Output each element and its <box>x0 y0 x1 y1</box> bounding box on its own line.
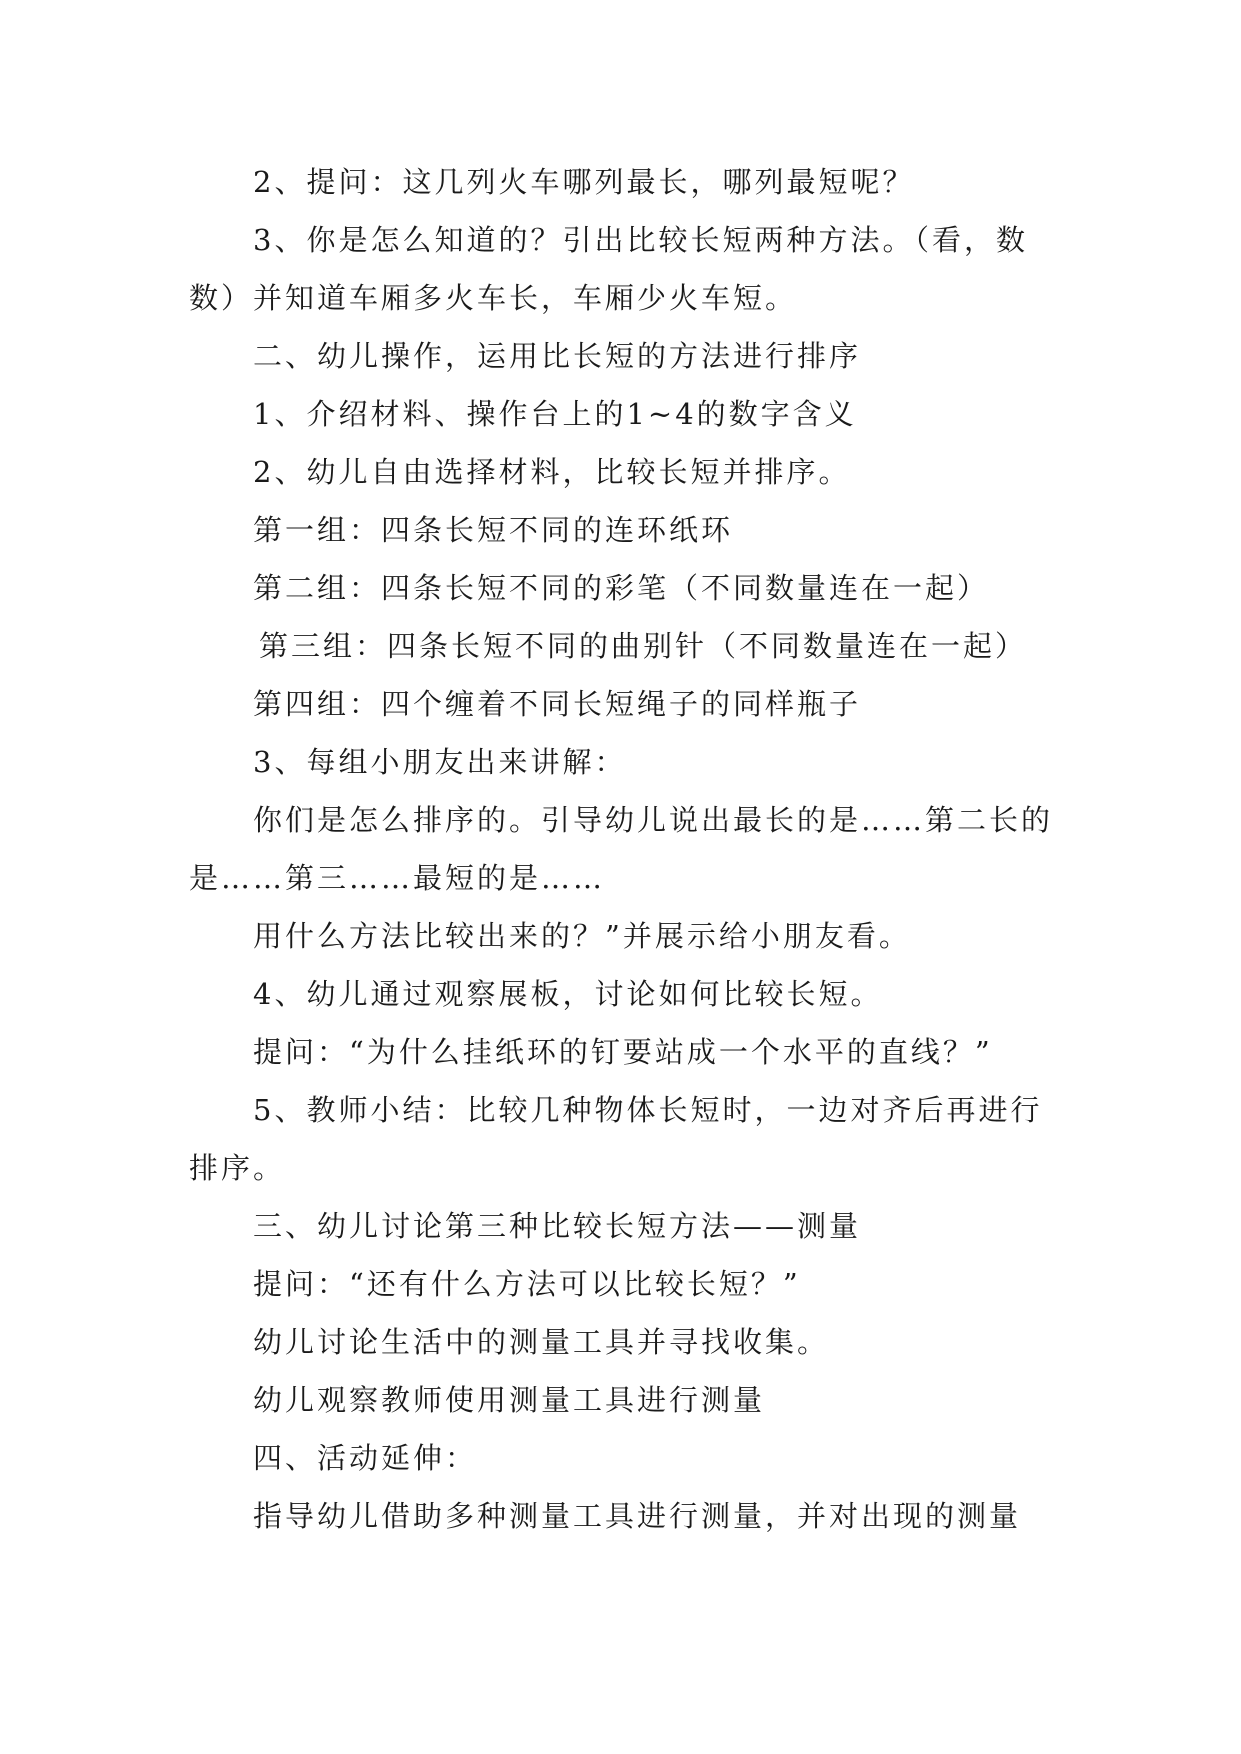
paragraph-teacher-summary: 5、教师小结：比较几种物体长短时，一边对齐后再进行排序。 <box>189 1093 1043 1185</box>
paragraph-free-choice: 2、幼儿自由选择材料，比较长短并排序。 <box>253 455 851 489</box>
section-heading-4: 四、活动延伸： <box>253 1441 478 1475</box>
paragraph-how-do-you-know: 3、你是怎么知道的？引出比较长短两种方法。（看，数数）并知道车厢多火车长，车厢少火车短。 <box>189 223 1028 315</box>
paragraph-observe-board: 4、幼儿通过观察展板，讨论如何比较长短。 <box>253 977 883 1011</box>
paragraph-guide-measure: 指导幼儿借助多种测量工具进行测量，并对出现的测量 <box>253 1499 1022 1533</box>
paragraph-introduce-materials: 1、介绍材料、操作台上的1~4的数字含义 <box>253 397 857 431</box>
group-1: 第一组：四条长短不同的连环纸环 <box>253 513 734 547</box>
paragraph-group-explain: 3、每组小朋友出来讲解： <box>253 745 627 779</box>
group-4: 第四组：四个缠着不同长短绳子的同样瓶子 <box>253 687 862 721</box>
paragraph-what-method: 用什么方法比较出来的？”并展示给小朋友看。 <box>253 919 911 953</box>
paragraph-observe-teacher: 幼儿观察教师使用测量工具进行测量 <box>253 1383 766 1417</box>
paragraph-question-other-methods: 提问：“还有什么方法可以比较长短？” <box>253 1267 801 1301</box>
paragraph-question-nails: 提问：“为什么挂纸环的钉要站成一个水平的直线？” <box>253 1035 993 1069</box>
document-body <box>189 153 1059 1545</box>
section-heading-3: 三、幼儿讨论第三种比较长短方法——测量 <box>253 1209 862 1243</box>
group-2: 第二组：四条长短不同的彩笔（不同数量连在一起） <box>253 571 990 605</box>
paragraph-discuss-tools: 幼儿讨论生活中的测量工具并寻找收集。 <box>253 1325 830 1359</box>
group-3: 第三组：四条长短不同的曲别针（不同数量连在一起） <box>259 629 1028 663</box>
paragraph-question-longest-train: 2、提问：这几列火车哪列最长，哪列最短呢？ <box>253 165 915 199</box>
section-heading-2: 二、幼儿操作，运用比长短的方法进行排序 <box>253 339 862 373</box>
paragraph-how-sorted: 你们是怎么排序的。引导幼儿说出最长的是……第二长的是……第三……最短的是…… <box>189 803 1054 895</box>
